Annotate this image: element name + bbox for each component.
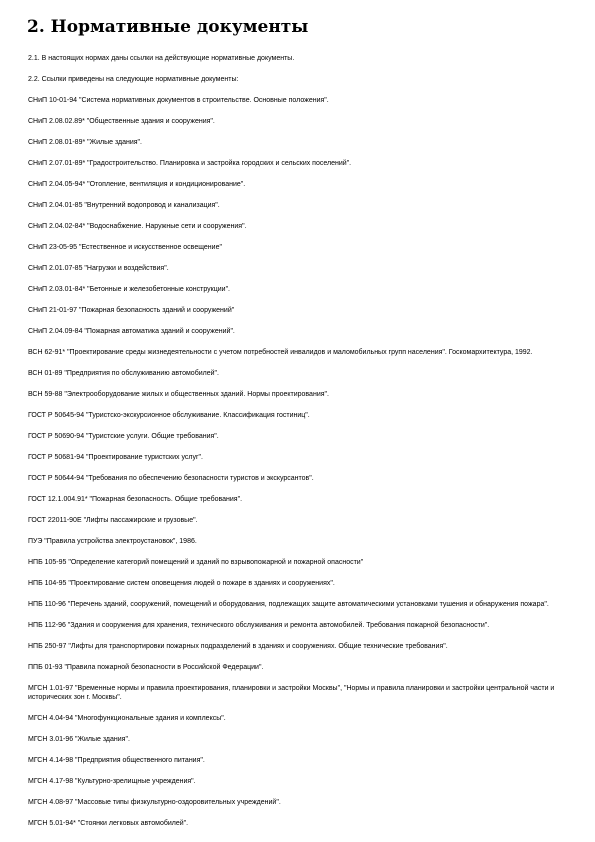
list-item: СНиП 10-01-94 "Система нормативных документов в строительстве. Основные положения".: [28, 97, 329, 104]
list-item: ГОСТ Р 50645-94 "Туристско-экскурсионное обслуживание. Классификация гостиниц".: [28, 412, 310, 419]
list-item: ВСН 01-89 "Предприятия по обслуживанию автомобилей".: [28, 370, 219, 377]
list-item: 2.1. В настоящих нормах даны ссылки на действующие нормативные документы.: [28, 55, 295, 62]
list-item: НПБ 105-95 "Определение категорий помещений и зданий по взрывопожарной и пожарной опасности": [28, 559, 364, 566]
list-item: МГСН 1.01-97 "Временные нормы и правила проектирования, планировки и застройки Москвы", "Нормы и правила планировки и застройки центральной части и исторических зон г. Москвы".: [28, 685, 555, 701]
list-item: СНиП 2.08.02.89* "Общественные здания и сооружения".: [28, 118, 215, 125]
list-item: СНиП 2.01.07-85 "Нагрузки и воздействия".: [28, 265, 169, 272]
list-item: ВСН 59-88 "Электрооборудование жилых и общественных зданий. Нормы проектирования".: [28, 391, 329, 398]
normative-documents-list: [28, 54, 573, 840]
list-item: МГСН 4.08-97 "Массовые типы физкультурно-оздоровительных учреждений".: [28, 799, 281, 806]
list-item: СНиП 2.04.05-94* "Отопление, вентиляция и кондиционирование".: [28, 181, 246, 188]
list-item: ППБ 01-93 "Правила пожарной безопасности в Российской Федерации".: [28, 664, 264, 671]
list-item: СНиП 2.04.02-84* "Водоснабжение. Наружные сети и сооружения".: [28, 223, 247, 230]
list-item: СНиП 2.07.01-89* "Градостроительство. Планировка и застройка городских и сельских поселений".: [28, 160, 352, 167]
list-item: НПБ 110-96 "Перечень зданий, сооружений, помещений и оборудования, подлежащих защите автоматическими установками тушения и обнаружения пожара".: [28, 601, 549, 608]
list-item: НПБ 112-96 "Здания и сооружения для хранения, технического обслуживания и ремонта автомобилей. Требования пожарной безопасности".: [28, 622, 490, 629]
list-item: ГОСТ Р 50690-94 "Туристские услуги. Общие требования".: [28, 433, 219, 440]
list-item: ГОСТ Р 50644-94 "Требования по обеспечению безопасности туристов и экскурсантов".: [28, 475, 314, 482]
list-item: ГОСТ 22011-90Е "Лифты пассажирские и грузовые".: [28, 517, 198, 524]
list-item: 2.2. Ссылки приведены на следующие нормативные документы:: [28, 76, 239, 83]
list-item: МГСН 4.04-94 "Многофункциональные здания и комплексы".: [28, 715, 226, 722]
list-item: СНиП 2.03.01-84* "Бетонные и железобетонные конструкции".: [28, 286, 230, 293]
list-item: СНиП 23-05-95 "Естественное и искусственное освещение": [28, 244, 222, 251]
list-item: ГОСТ 12.1.004.91* "Пожарная безопасность. Общие требования".: [28, 496, 243, 503]
list-item: СНиП 2.08.01-89* "Жилые здания".: [28, 139, 142, 146]
list-item: ПУЭ "Правила устройства электроустановок", 1986.: [28, 538, 197, 545]
list-item: МГСН 5.01-94* "Стоянки легковых автомобилей".: [28, 820, 189, 827]
list-item: МГСН 3.01-96 "Жилые здания".: [28, 736, 130, 743]
list-item: НПБ 104-95 "Проектирование систем оповещения людей о пожаре в зданиях и сооружениях".: [28, 580, 335, 587]
list-item: НПБ 250-97 "Лифты для транспортировки пожарных подразделений в зданиях и сооружениях. Общие технические требования".: [28, 643, 448, 650]
list-item: ВСН 62-91* "Проектирование среды жизнедеятельности с учетом потребностей инвалидов и маломобильных групп населения". Госкомархитектура, 1992.: [28, 349, 533, 356]
list-item: ГОСТ Р 50681-94 "Проектирование туристских услуг".: [28, 454, 203, 461]
list-item: МГСН 4.17-98 "Культурно-зрелищные учреждения".: [28, 778, 196, 785]
list-item: СНиП 21-01-97 "Пожарная безопасность зданий и сооружений": [28, 307, 235, 314]
section-title: 2. Нормативные документы: [27, 17, 309, 37]
list-item: СНиП 2.04.09-84 "Пожарная автоматика зданий и сооружений".: [28, 328, 235, 335]
list-item: МГСН 4.14-98 "Предприятия общественного питания".: [28, 757, 205, 764]
list-item: СНиП 2.04.01-85 "Внутренний водопровод и канализация".: [28, 202, 220, 209]
